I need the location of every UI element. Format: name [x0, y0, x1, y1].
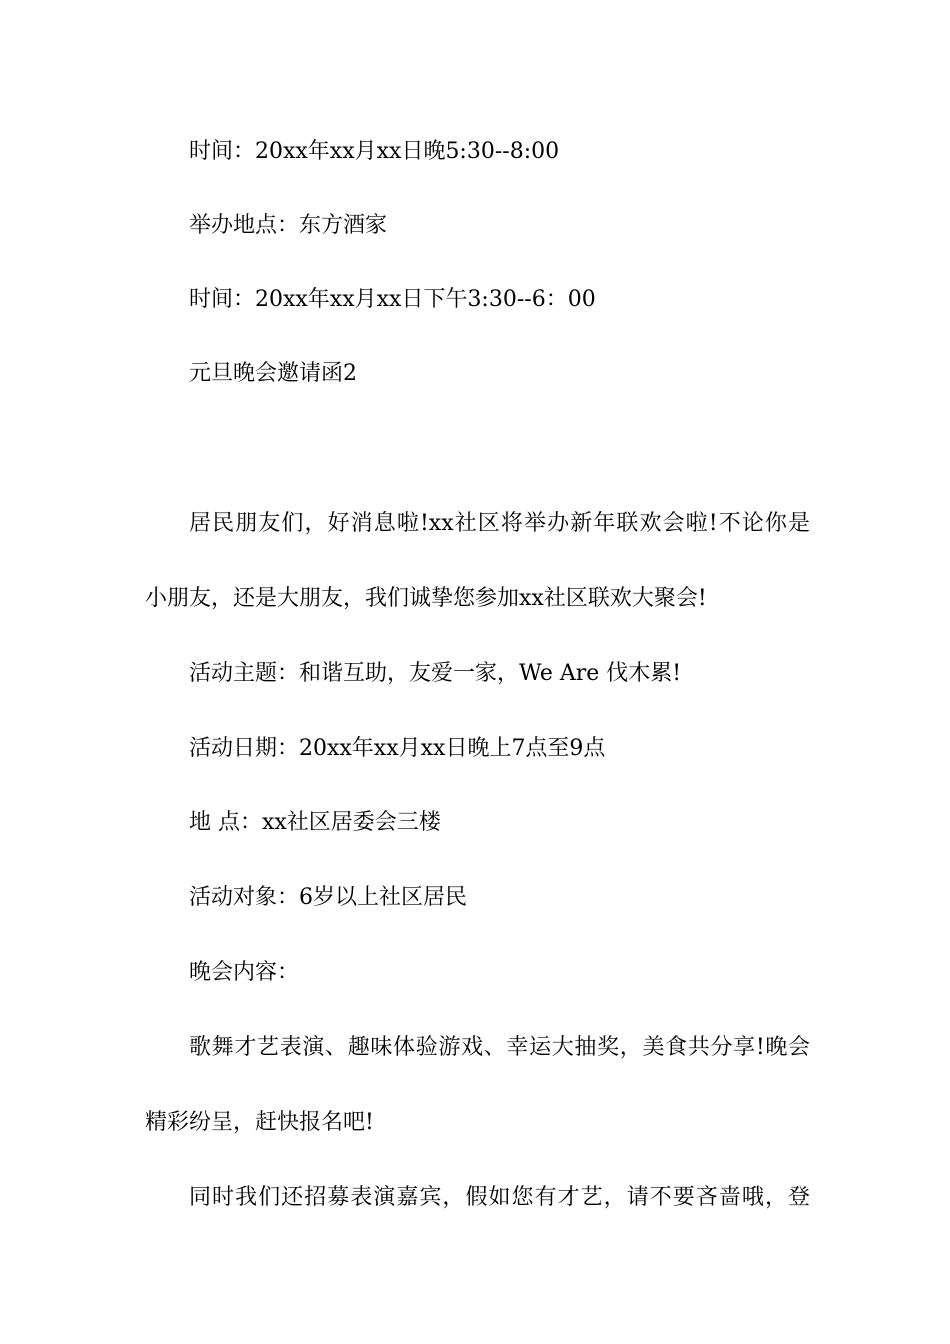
recruitment-line: 同时我们还招募表演嘉宾，假如您有才艺，请不要吝啬哦，登	[189, 1185, 810, 1210]
program-content-line-1: 歌舞才艺表演、趣味体验游戏、幸运大抽奖，美食共分享!晚会	[189, 1035, 810, 1060]
event-time-line-1: 时间：20xx年xx月xx日晚5:30--8:00	[189, 139, 560, 164]
paragraph-intro-line-2: 小朋友，还是大朋友，我们诚挚您参加xx社区联欢大聚会!	[145, 586, 707, 611]
program-content-line-2: 精彩纷呈，赶快报名吧!	[145, 1110, 374, 1135]
program-heading-line: 晚会内容：	[189, 960, 300, 985]
paragraph-intro-line-1: 居民朋友们，好消息啦!xx社区将举办新年联欢会啦!不论你是	[189, 511, 810, 536]
section-heading: 元旦晚会邀请函2	[189, 361, 357, 386]
event-time-line-2: 时间：20xx年xx月xx日下午3:30--6：00	[189, 287, 596, 312]
location-line: 地 点：xx社区居委会三楼	[189, 810, 441, 835]
activity-date-line: 活动日期：20xx年xx月xx日晚上7点至9点	[189, 736, 606, 761]
venue-line: 举办地点：东方酒家	[189, 213, 388, 238]
audience-line: 活动对象：6岁以上社区居民	[189, 885, 467, 910]
activity-theme-line: 活动主题：和谐互助，友爱一家，We Are 伐木累!	[189, 661, 682, 686]
